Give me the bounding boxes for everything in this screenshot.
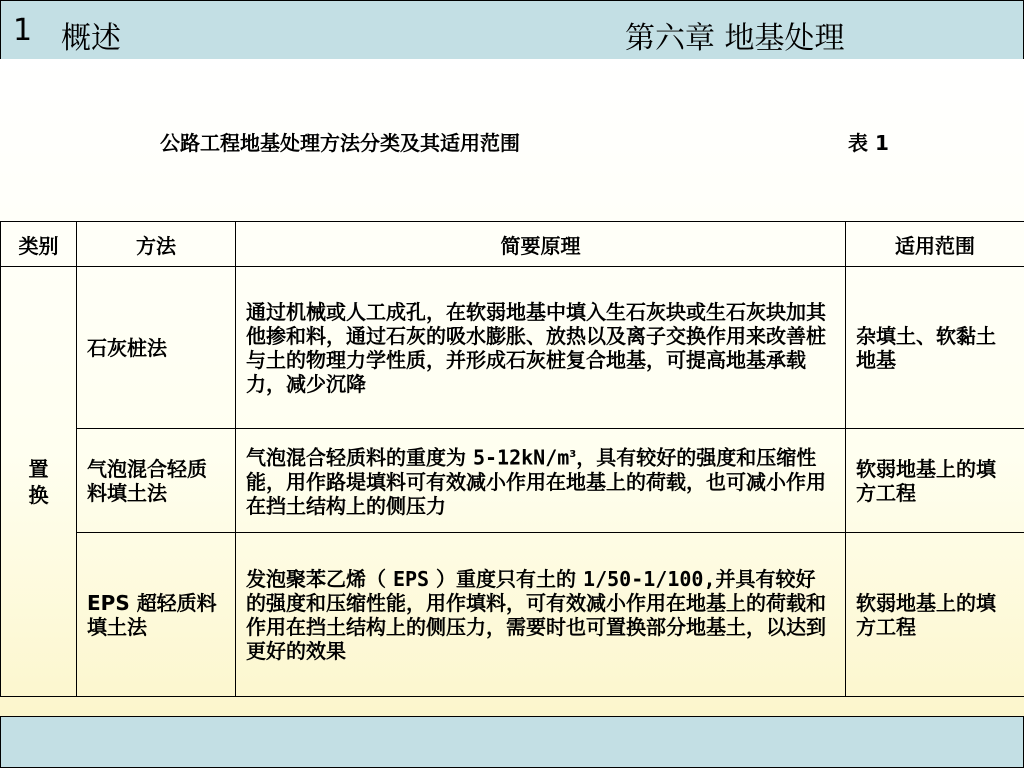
principle-cell [236, 429, 846, 533]
header-principle: 简要原理 [236, 222, 846, 267]
method-cell: EPS 超轻质料填土法 [77, 533, 236, 697]
header-scope: 适用范围 [846, 222, 1024, 267]
table-label: 表 1 [848, 131, 889, 155]
header-category: 类别 [1, 222, 77, 267]
slide-content [0, 59, 1024, 716]
principle-text: ）重度只有土的 [429, 566, 584, 591]
table-header-row [1, 222, 1024, 267]
principle-cell [236, 533, 846, 697]
section-title: 概述 [61, 21, 121, 56]
scope-cell: 软弱地基上的填方工程 [846, 429, 1024, 533]
section-number: 1 [13, 13, 33, 48]
scope-cell: 杂填土、软黏土地基 [846, 267, 1024, 429]
principle-text: 并具有较好的强度和压缩性能，用作填料，可有效减小作用在地基上的荷载和作用在挡土结构上的侧压力，需要时也可置换部分地基土，以达到更好的效果 [246, 566, 826, 663]
principle-text: 发泡聚苯乙烯（ [246, 566, 393, 591]
density-value: 5-12kN/m [472, 445, 570, 470]
table-row [1, 267, 1024, 429]
principle-text: ，具有较好的强度和压缩性能，用作路堤填料可有效减小作用在地基上的荷载，也可减小作用在挡土结构上的侧压力 [246, 445, 826, 518]
method-table [0, 221, 1024, 697]
eps-abbr: EPS [392, 566, 430, 591]
table-caption: 公路工程地基处理方法分类及其适用范围 [160, 131, 520, 155]
scope-cell: 软弱地基上的填方工程 [846, 533, 1024, 697]
table-row [1, 429, 1024, 533]
method-cell: 气泡混合轻质料填土法 [77, 429, 236, 533]
ratio-value: 1/50-1/100, [583, 566, 716, 591]
table-row [1, 533, 1024, 697]
category-cell [1, 267, 77, 697]
chapter-title: 第六章 地基处理 [625, 21, 845, 56]
slide-header [0, 0, 1024, 60]
principle-text: 气泡混合轻质料的重度为 [246, 445, 473, 470]
principle-cell: 通过机械或人工成孔，在软弱地基中填入生石灰块或生石灰块加其他掺和料，通过石灰的吸水膨胀、放热以及离子交换作用来改善桩与土的物理力学性质，并形成石灰桩复合地基，可提高地基承载力，减少沉降 [236, 267, 846, 429]
method-cell: 石灰桩法 [77, 267, 236, 429]
unit-superscript: 3 [569, 449, 577, 461]
header-method: 方法 [77, 222, 236, 267]
category-label: 置换 [28, 456, 49, 507]
slide-footer [0, 716, 1024, 768]
